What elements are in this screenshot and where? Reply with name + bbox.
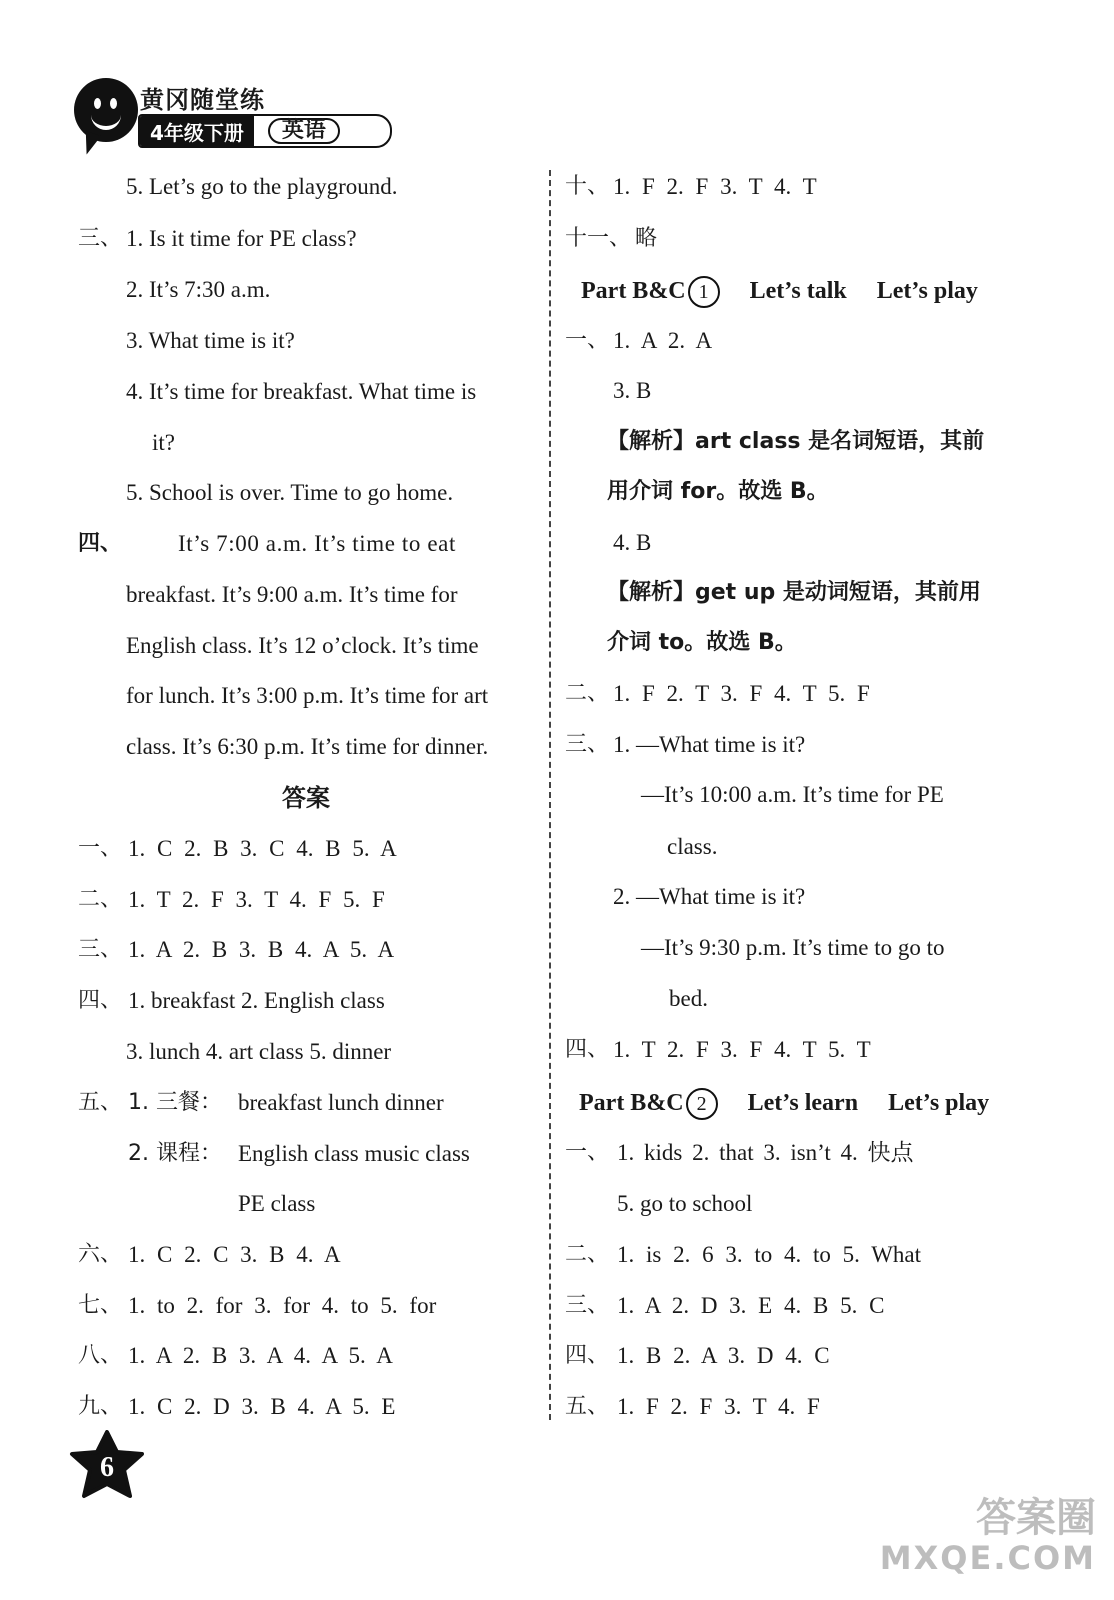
answer-line: —It’s 9:30 p.m. It’s time to go to [641, 935, 945, 960]
paragraph-line: breakfast. It’s 9:00 a.m. It’s time for [126, 582, 458, 607]
answer-line: 1. F 2. T 3. F 4. T 5. F [613, 681, 870, 706]
part-title: Let’s learn [747, 1090, 859, 1116]
section-number: 一、 [78, 836, 123, 861]
section-number: 五、 [78, 1090, 123, 1115]
part-number-circle: 2 [686, 1088, 718, 1120]
part-number-circle: 1 [688, 276, 720, 308]
section-number: 四、 [565, 1343, 610, 1368]
watermark-url: MXQE.COM [879, 1539, 1096, 1577]
page-number: 6 [100, 1452, 114, 1483]
section-number: 一、 [565, 328, 610, 353]
answer-line: 略 [635, 226, 658, 251]
answer-line: 1. A 2. A [613, 328, 713, 353]
answer-line: breakfast lunch dinner [238, 1090, 444, 1115]
section-number: 四、 [78, 531, 123, 556]
analysis-note [607, 578, 981, 608]
category-label: 1. 三餐： [128, 1090, 222, 1115]
answer-line: 1. Is it time for PE class? [126, 226, 357, 251]
grade-label: 4年级下册 [140, 116, 254, 146]
answer-line: PE class [238, 1191, 316, 1216]
subject-label: 英语 [268, 118, 340, 144]
answer-line: 5. Let’s go to the playground. [126, 174, 398, 199]
answer-line: 1. T 2. F 3. T 4. F 5. F [128, 887, 385, 912]
section-number: 四、 [78, 988, 123, 1013]
section-number: 十一、 [565, 226, 632, 251]
analysis-bracket: 【解析】 [607, 580, 696, 605]
part-title: Let’s play [888, 1090, 990, 1116]
answer-line: 1. is 2. 6 3. to 4. to 5. What [617, 1242, 922, 1267]
analysis-note [607, 427, 984, 457]
answer-line: class. [667, 834, 718, 859]
column-divider [549, 170, 551, 1420]
analysis-text: 介词 to。故选 B。 [607, 630, 797, 655]
smiley-logo-icon [74, 78, 138, 142]
analysis-text: 用介词 for。故选 B。 [607, 479, 829, 504]
answer-line: 2. It’s 7:30 a.m. [126, 277, 271, 302]
analysis-text: art class 是名词短语，其前 [695, 429, 985, 454]
answer-line: 1. F 2. F 3. T 4. T [613, 174, 817, 199]
answer-line: 1. C 2. D 3. B 4. A 5. E [128, 1394, 396, 1419]
answer-line: 4. It’s time for breakfast. What time is [126, 379, 477, 404]
answer-line: 1. B 2. A 3. D 4. C [617, 1343, 830, 1368]
section-number: 五、 [565, 1394, 610, 1419]
section-number: 九、 [78, 1394, 123, 1419]
section-number: 二、 [78, 887, 123, 912]
answer-line: 1. breakfast 2. English class [128, 988, 385, 1013]
section-number: 一、 [565, 1140, 610, 1165]
section-number: 三、 [565, 1293, 610, 1318]
answer-line: bed. [669, 986, 708, 1011]
part-title: Let’s talk [749, 278, 847, 304]
part-title: Let’s play [876, 278, 978, 304]
part-heading [579, 1088, 989, 1120]
part-label: Part B&C [579, 1090, 684, 1116]
answer-line: 5. go to school [617, 1191, 753, 1216]
watermark-logo [879, 1495, 1096, 1578]
answer-line: 1. A 2. B 3. B 4. A 5. A [128, 937, 395, 962]
section-number: 三、 [78, 937, 123, 962]
grade-badge [138, 114, 392, 148]
answer-line: 3. What time is it? [126, 328, 295, 353]
section-number: 三、 [78, 226, 123, 251]
analysis-text: get up 是动词短语，其前用 [695, 580, 981, 605]
paragraph-line: for lunch. It’s 3:00 p.m. It’s time for art [126, 683, 489, 708]
answer-line: 2. —What time is it? [613, 884, 806, 909]
answer-line: English class music class [238, 1141, 470, 1166]
part-heading [581, 276, 978, 308]
answer-line: 3. lunch 4. art class 5. dinner [126, 1039, 392, 1064]
answer-line: 1. C 2. B 3. C 4. B 5. A [128, 836, 397, 861]
paragraph-line: It’s 7:00 a.m. It’s time to eat [178, 531, 456, 556]
section-number: 六、 [78, 1242, 123, 1267]
paragraph-line: English class. It’s 12 o’clock. It’s time [126, 633, 479, 658]
answer-line: 4. B [613, 530, 652, 555]
answer-line: 1. C 2. C 3. B 4. A [128, 1242, 341, 1267]
answer-line: 3. B [613, 378, 652, 403]
section-number: 三、 [565, 732, 610, 757]
series-title: 黄冈随堂练 [140, 86, 265, 114]
answer-line: 1. kids 2. that 3. isn’t 4. 快点 [617, 1140, 914, 1165]
part-label: Part B&C [581, 278, 686, 304]
answers-title: 答案 [282, 784, 330, 812]
answer-line: —It’s 10:00 a.m. It’s time for PE [641, 782, 944, 807]
answer-line: 1. to 2. for 3. for 4. to 5. for [128, 1293, 437, 1318]
watermark-text: 答案圈 [976, 1495, 1096, 1541]
answer-line: 1. —What time is it? [613, 732, 806, 757]
section-number: 二、 [565, 1242, 610, 1267]
answer-line: 1. T 2. F 3. F 4. T 5. T [613, 1037, 871, 1062]
page-number-star [68, 1430, 146, 1500]
section-number: 二、 [565, 681, 610, 706]
section-number: 八、 [78, 1343, 123, 1368]
answer-line: 5. School is over. Time to go home. [126, 480, 454, 505]
answer-line: it? [152, 430, 175, 455]
category-label: 2. 课程： [128, 1141, 222, 1166]
analysis-bracket: 【解析】 [607, 429, 696, 454]
star-icon [68, 1430, 146, 1500]
book-header [74, 78, 364, 158]
section-number: 十、 [565, 174, 610, 199]
answer-line: 1. A 2. D 3. E 4. B 5. C [617, 1293, 885, 1318]
answer-line: 1. F 2. F 3. T 4. F [617, 1394, 820, 1419]
answer-line: 1. A 2. B 3. A 4. A 5. A [128, 1343, 393, 1368]
paragraph-line: class. It’s 6:30 p.m. It’s time for dinner. [126, 734, 489, 759]
section-number: 七、 [78, 1293, 123, 1318]
section-number: 四、 [565, 1037, 610, 1062]
